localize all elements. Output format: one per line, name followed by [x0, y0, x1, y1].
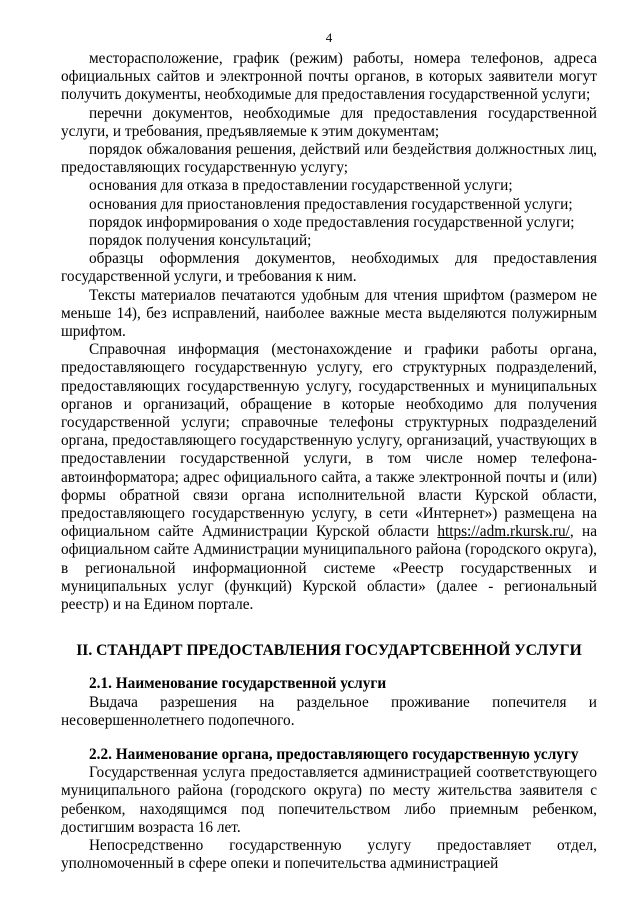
- official-site-link[interactable]: https://adm.rkursk.ru/: [437, 523, 570, 541]
- subsection-text: Выдача разрешения на раздельное проживание попечителя и несовершеннолетнего подопечного.: [61, 693, 597, 729]
- list-item: месторасположение, график (режим) работы, номера телефонов, адреса официальных сайтов и электронной почты органов, в которых заявители могут получить документы, необходимые для предоставления государственной услуги;: [61, 50, 597, 104]
- reference-text-after-link: , на официальном сайте Администрации муниципального района (городского округа), в региональной информационной системе «Реестр государственных и муниципальных услуг (функций) Курской области» (далее - региональный реестр) и на Едином портале.: [61, 523, 597, 614]
- reference-text-before-link: Справочная информация (местонахождение и графики работы органа, предоставляющего государственную услугу, его структурных подразделений, предоставляющих государственную услугу, государственных и муниципальных органов и организаций, обращение в которые необходимо для получения государственной услуги; справочные телефоны структурных подразделений органа, предоставляющего государственную услугу, организаций, участвующих в предоставлении государственной услуги, в том числе номер телефона-автоинформатора; адрес официального сайта, а также электронной почты и (или) формы обратной связи органа исполнительной власти Курской области, предоставляющего государственную услугу, в сети «Интернет») размещена на официальном сайте Администрации Курской области: [61, 341, 597, 541]
- subsection-heading: 2.1. Наименование государственной услуги: [89, 675, 387, 693]
- spacer: [61, 614, 597, 641]
- document-page: [61, 30, 597, 873]
- subsection-text: Непосредственно государственную услугу предоставляет отдел, уполномоченный в сфере опеки и попечительства администрацией: [61, 836, 597, 873]
- spacer: [61, 730, 597, 746]
- list-item: основания для отказа в предоставлении государственной услуги;: [89, 177, 513, 195]
- reference-paragraph: [61, 341, 597, 614]
- page-number: 4: [325, 30, 333, 45]
- list-item: основания для приостановления предоставления государственной услуги;: [89, 195, 573, 213]
- list-item: порядок получения консультаций;: [89, 232, 312, 250]
- list-item: образцы оформления документов, необходимых для предоставления государственной услуги, и требования к ним.: [61, 250, 597, 286]
- list-item: порядок информирования о ходе предоставления государственной услуги;: [89, 213, 575, 231]
- list-item: перечни документов, необходимые для предоставления государственной услуги, и требования, предъявляемые к этим документам;: [61, 104, 597, 140]
- section-title: II. СТАНДАРТ ПРЕДОСТАВЛЕНИЯ ГОСУДАРТСВЕННОЙ УСЛУГИ: [76, 642, 582, 660]
- list-item: порядок обжалования решения, действий или бездействия должностных лиц, предоставляющих государственную услугу;: [61, 141, 597, 177]
- spacer: [61, 660, 597, 675]
- subsection-heading: 2.2. Наименование органа, предоставляющего государственную услугу: [89, 745, 579, 763]
- fonts-paragraph: Тексты материалов печатаются удобным для чтения шрифтом (размером не меньше 14), без исправлений, наиболее важные места выделяются полужирным шрифтом.: [61, 286, 597, 341]
- subsection-text: Государственная услуга предоставляется администрацией соответствующего муниципального района (городского округа) по месту жительства заявителя с ребенком, находящимся под попечительством либо приемным ребенком, достигшим возраста 16 лет.: [61, 764, 597, 836]
